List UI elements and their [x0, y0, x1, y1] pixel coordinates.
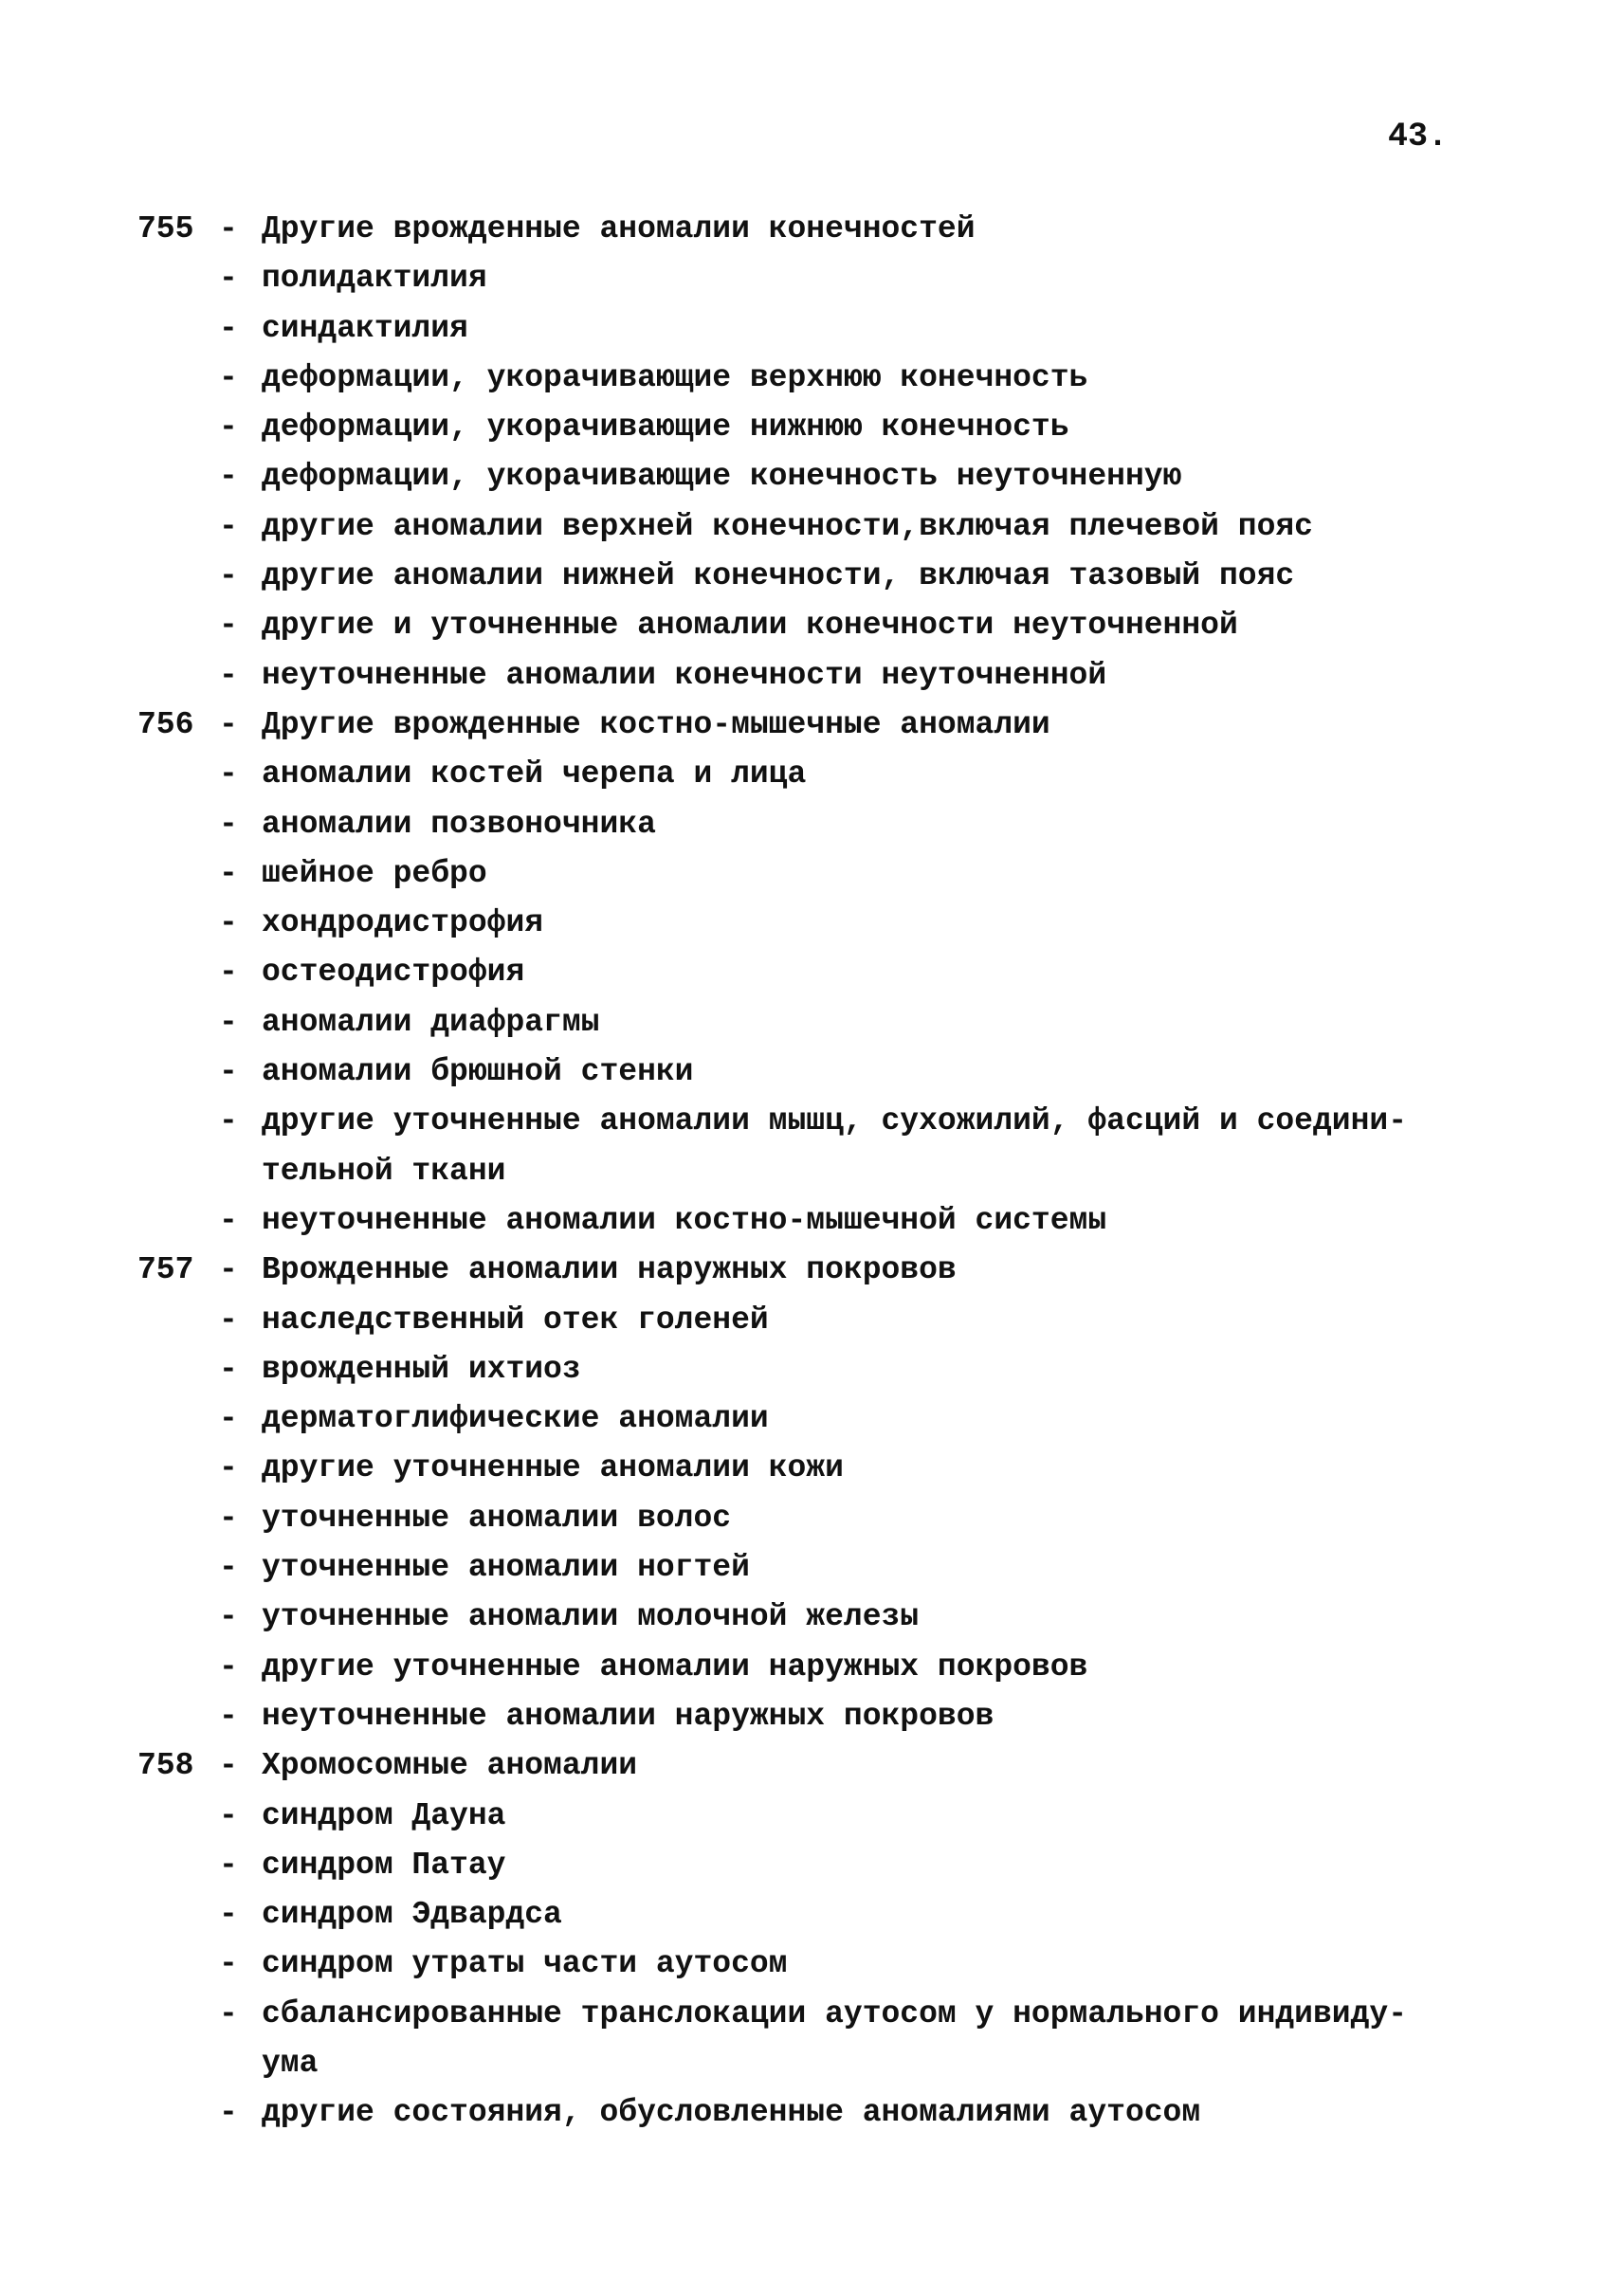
entry-text: аномалии брюшной стенки	[262, 1054, 694, 1090]
dash: -	[219, 905, 238, 941]
list-item	[137, 1792, 1493, 1841]
list-item	[137, 1741, 1493, 1791]
document-body	[137, 205, 1493, 2139]
dash: -	[219, 508, 238, 544]
list-item	[137, 948, 1493, 997]
entry-text: полидактилия	[262, 261, 487, 297]
entry-text: Хромосомные аномалии	[262, 1748, 638, 1784]
list-item	[137, 651, 1493, 701]
entry-text: деформации, укорачивающие конечность неуточненную	[262, 459, 1182, 495]
dash: -	[219, 1103, 238, 1139]
dash: -	[219, 1946, 238, 1982]
dash: -	[219, 855, 238, 891]
entry-text: аномалии костей черепа и лица	[262, 756, 807, 792]
entry-text: неуточненные аномалии костно-мышечной системы	[262, 1202, 1107, 1238]
list-item-continuation	[137, 2039, 1493, 2088]
dash: -	[219, 2095, 238, 2131]
list-item	[137, 254, 1493, 303]
dash: -	[219, 706, 238, 742]
entry-code: 757	[137, 1252, 194, 1288]
list-item	[137, 1841, 1493, 1890]
dash: -	[219, 1847, 238, 1883]
dash: -	[219, 1748, 238, 1784]
entry-text: аномалии диафрагмы	[262, 1004, 600, 1040]
list-item	[137, 354, 1493, 403]
list-item	[137, 998, 1493, 1047]
list-item	[137, 403, 1493, 452]
dash: -	[219, 1550, 238, 1586]
list-item	[137, 2088, 1493, 2138]
entry-text: синдром Дауна	[262, 1797, 506, 1833]
entry-text: другие уточненные аномалии мышц, сухожилий, фасций и соедини-	[262, 1103, 1407, 1139]
entry-text: остеодистрофия	[262, 955, 525, 991]
dash: -	[219, 1698, 238, 1734]
entry-text: дерматоглифические аномалии	[262, 1401, 769, 1437]
entry-text: Другие врожденные костно-мышечные аномалии	[262, 706, 1050, 742]
dash: -	[219, 310, 238, 346]
dash: -	[219, 1351, 238, 1387]
entry-code: 755	[137, 211, 194, 246]
entry-text: другие и уточненные аномалии конечности неуточненной	[262, 608, 1238, 644]
dash: -	[219, 1004, 238, 1040]
list-item	[137, 1047, 1493, 1097]
list-item	[137, 304, 1493, 354]
entry-text: деформации, укорачивающие нижнюю конечность	[262, 410, 1069, 446]
list-item	[137, 1246, 1493, 1295]
list-item	[137, 1593, 1493, 1642]
entry-text: синдром Эдвардса	[262, 1897, 562, 1933]
list-item	[137, 1643, 1493, 1692]
list-item	[137, 552, 1493, 601]
entry-text: деформации, укорачивающие верхнюю конечность	[262, 359, 1088, 395]
entry-text: врожденный ихтиоз	[262, 1351, 581, 1387]
dash: -	[219, 1401, 238, 1437]
entry-text: наследственный отек голеней	[262, 1302, 769, 1338]
dash: -	[219, 1252, 238, 1288]
list-item	[137, 1296, 1493, 1345]
dash: -	[219, 1302, 238, 1338]
entry-text: синдактилия	[262, 310, 468, 346]
list-item	[137, 1543, 1493, 1593]
entry-text: другие аномалии нижней конечности, включая тазовый пояс	[262, 558, 1295, 594]
dash: -	[219, 608, 238, 644]
dash: -	[219, 1202, 238, 1238]
list-item	[137, 1940, 1493, 1989]
entry-text: другие состояния, обусловленные аномалиями аутосом	[262, 2095, 1201, 2131]
entry-text: уточненные аномалии волос	[262, 1500, 732, 1536]
dash: -	[219, 1995, 238, 2031]
entry-text: сбалансированные транслокации аутосом у нормального индивиду-	[262, 1995, 1407, 2031]
list-item	[137, 1394, 1493, 1444]
entry-text: шейное ребро	[262, 855, 487, 891]
dash: -	[219, 806, 238, 842]
dash: -	[219, 1054, 238, 1090]
entry-text: неуточненные аномалии конечности неуточненной	[262, 657, 1107, 693]
entry-text: синдром Патау	[262, 1847, 506, 1883]
list-item	[137, 502, 1493, 552]
entry-text: уточненные аномалии молочной железы	[262, 1599, 920, 1635]
list-item	[137, 1097, 1493, 1146]
list-item	[137, 800, 1493, 849]
dash: -	[219, 261, 238, 297]
list-item	[137, 849, 1493, 899]
entry-text: уточненные аномалии ногтей	[262, 1550, 750, 1586]
dash: -	[219, 211, 238, 246]
dash: -	[219, 1450, 238, 1486]
list-item	[137, 452, 1493, 501]
entry-text: другие уточненные аномалии кожи	[262, 1450, 844, 1486]
list-item	[137, 1990, 1493, 2039]
entry-text: аномалии позвоночника	[262, 806, 656, 842]
list-item	[137, 1890, 1493, 1940]
entry-text: Врожденные аномалии наружных покровов	[262, 1252, 957, 1288]
list-item	[137, 750, 1493, 799]
entry-text: другие уточненные аномалии наружных покровов	[262, 1648, 1088, 1685]
entry-code: 758	[137, 1748, 194, 1784]
list-item	[137, 205, 1493, 254]
entry-text: тельной ткани	[262, 1153, 506, 1189]
dash: -	[219, 1599, 238, 1635]
dash: -	[219, 459, 238, 495]
entry-text: ума	[262, 2045, 319, 2081]
entry-code: 756	[137, 706, 194, 742]
entry-text: синдром утраты части аутосом	[262, 1946, 788, 1982]
list-item	[137, 1196, 1493, 1246]
dash: -	[219, 1648, 238, 1685]
list-item	[137, 1692, 1493, 1741]
dash: -	[219, 359, 238, 395]
dash: -	[219, 955, 238, 991]
list-item	[137, 601, 1493, 650]
list-item	[137, 701, 1493, 750]
dash: -	[219, 558, 238, 594]
dash: -	[219, 410, 238, 446]
entry-text: Другие врожденные аномалии конечностей	[262, 211, 976, 246]
dash: -	[219, 1797, 238, 1833]
dash: -	[219, 1500, 238, 1536]
entry-text: другие аномалии верхней конечности,включая плечевой пояс	[262, 508, 1313, 544]
dash: -	[219, 657, 238, 693]
list-item	[137, 1444, 1493, 1493]
list-item-continuation	[137, 1147, 1493, 1196]
dash: -	[219, 1897, 238, 1933]
entry-text: неуточненные аномалии наружных покровов	[262, 1698, 994, 1734]
list-item	[137, 1494, 1493, 1543]
dash: -	[219, 756, 238, 792]
list-item	[137, 899, 1493, 948]
page-number: 43.	[1387, 118, 1448, 155]
entry-text: хондродистрофия	[262, 905, 544, 941]
list-item	[137, 1345, 1493, 1394]
